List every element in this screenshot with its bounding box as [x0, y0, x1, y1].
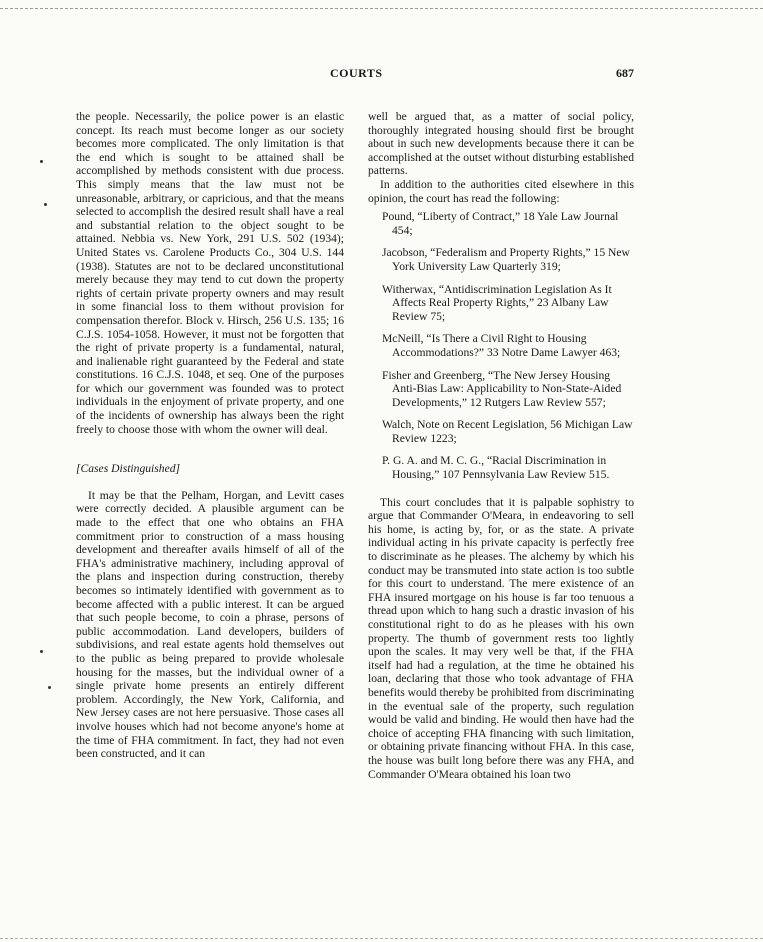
right-paragraph-1: well be argued that, as a matter of social policy, thoroughly integrated housing should first be brought about in such new developments because there it can be accomplished at the outset without disturbing established patterns. [368, 110, 634, 178]
page-number: 687 [616, 66, 634, 80]
left-column [76, 110, 344, 761]
right-column [368, 110, 634, 781]
bottom-edge-rule [0, 938, 763, 939]
reference-item: Pound, “Liberty of Contract,” 18 Yale Law Journal 454; [382, 210, 619, 237]
reference-item: Walch, Note on Recent Legislation, 56 Michigan Law Review 1223; [382, 418, 633, 445]
section-heading: [Cases Distinguished] [76, 462, 181, 476]
reference-item: Jacobson, “Federalism and Property Rights,” 15 New York University Law Quarterly 319; [382, 246, 630, 273]
reference-item: P. G. A. and M. C. G., “Racial Discrimination in Housing,” 107 Pennsylvania Law Review 515. [382, 454, 610, 482]
reference-list [368, 210, 634, 482]
margin-mark [40, 650, 43, 653]
reference-item: Witherwax, “Antidiscrimination Legislation As It Affects Real Property Rights,” 23 Albany Law Review 75; [382, 282, 612, 323]
top-edge-rule [0, 8, 763, 9]
reference-item: Fisher and Greenberg, “The New Jersey Housing Anti-Bias Law: Applicability to Non-State-Aided Developments,” 12 Rutgers Law Review 557; [382, 368, 622, 409]
right-paragraph-3: This court concludes that it is palpable sophistry to argue that Commander O'Meara, in endeavoring to sell his home, is acting by, for, or as the state. A private individual acting in his private capacity is perfectly free to discriminate as he pleases. The alchemy by which his conduct may be transmuted into state action is too subtle for this court to understand. The mere existence of an FHA insured mortgage on his house is far too tenuous a thread upon which to hang such a drastic invasion of his constitutional right to do as he pleases with his own property. The thumb of government rests too lightly upon the scales. It may very well be that, if the FHA itself had had a regulation, at the time he obtained his loan, declaring that those who took advantage of FHA benefits would thereby be prohibited from discriminating in the eventual sale of the property, such regulation would be valid and binding. He would then have had the choice of accepting FHA financing with such limitation, or obtaining private financing without FHA. In this case, the house was built long before there was any FHA, and Commander O'Meara obtained his loan two [368, 495, 634, 781]
right-paragraph-2: In addition to the authorities cited elsewhere in this opinion, the court has read the following: [368, 177, 634, 205]
left-paragraph-1: the people. Necessarily, the police power is an elastic concept. Its reach must become longer as our society becomes more complicated. The only limitation is that the end which is sought to be attained shall be accomplished by methods consistent with due process. This simply means that the law must not be unreasonable, arbitrary, or capricious, and that the means selected to accomplish the desired result shall have a real and substantial relation to the object sought to be attained. Nebbia vs. New York, 291 U.S. 502 (1934); United States vs. Carolene Products Co., 304 U.S. 144 (1938). Statutes are not to be declared unconstitutional merely because they may tend to cut down the property rights of certain private property owners and may result in some financial loss to them without provision for compensation therefor. Block v. Hirsch, 256 U.S. 135; 16 C.J.S. 1054-1058. However, it must not be forgotten that the right of private property is a fundamental, natural, and inalienable right guaranteed by the Federal and state constitutions. 16 C.J.S. 1048, et seq. One of the purposes for which our government was founded was to protect individuals in the enjoyment of private property, and one of the incidents of ownership has always been the right freely to choose those with whom the owner will deal. [76, 110, 344, 436]
reference-item: McNeill, “Is There a Civil Right to Housing Accommodations?” 33 Notre Dame Lawyer 463; [382, 332, 621, 359]
running-head: COURTS [330, 66, 383, 80]
margin-mark [44, 203, 47, 206]
left-paragraph-2: It may be that the Pelham, Horgan, and Levitt cases were correctly decided. A plausible argument can be made to the effect that one who obtains an FHA commitment prior to construction of a mass housing development and thereafter avails himself of all of the FHA's administrative machinery, including approval of the plans and inspection during construction, thereby becomes so intimately identified with government as to become affected with a public interest. It can be argued that such people become, to coin a phrase, persons of public accommodation. Land developers, builders of subdivisions, and real estate agents hold themselves out to the public as being prepared to provide wholesale housing for the masses, but the individual owner of a single private home presents an entirely different problem. Accordingly, the New York, California, and New Jersey cases are not here persuasive. Those cases all involve houses which had not become anyone's home at the time of FHA commitment. In fact, they had not even been constructed, and it can [76, 488, 344, 761]
margin-mark [48, 686, 51, 689]
margin-mark [40, 160, 43, 163]
